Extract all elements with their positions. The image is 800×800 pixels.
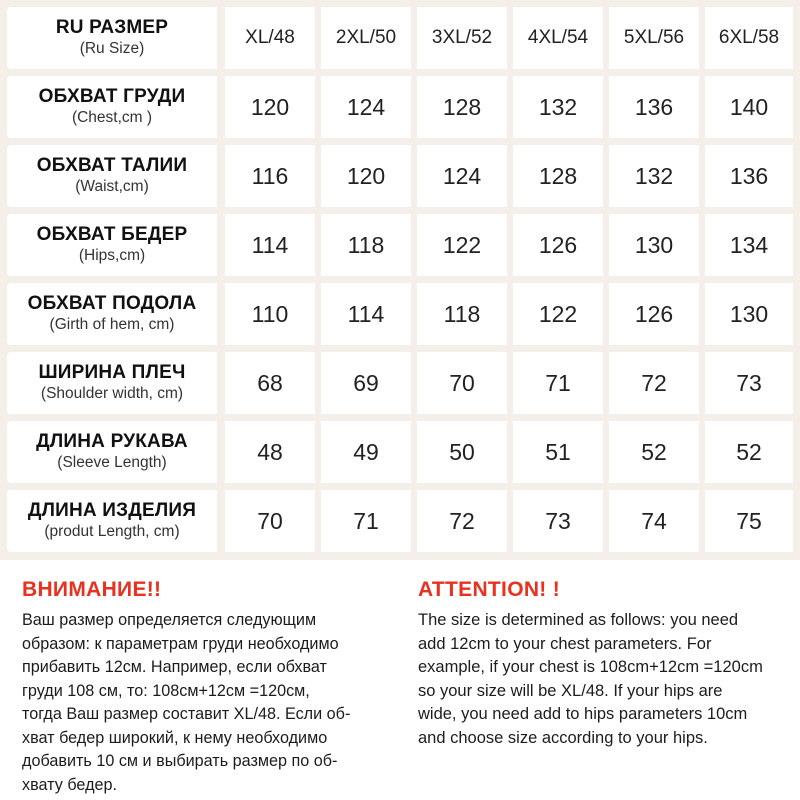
row-label-ru: ОБХВАТ БЕДЕР xyxy=(36,224,188,245)
table-row xyxy=(0,283,800,345)
value-cell xyxy=(513,490,603,552)
value-cell xyxy=(609,214,699,276)
value-cell xyxy=(609,352,699,414)
header-size-cell xyxy=(417,7,507,69)
cell-value: 68 xyxy=(257,369,283,396)
cell-value: 114 xyxy=(251,231,289,258)
cell-value: 70 xyxy=(449,369,475,396)
header-size: 2XL/50 xyxy=(335,27,397,48)
header-size-cell xyxy=(513,7,603,69)
header-size: 4XL/54 xyxy=(527,27,589,48)
value-cell xyxy=(321,214,411,276)
row-label-cell xyxy=(7,145,217,207)
cell-value: 120 xyxy=(250,93,290,120)
row-label-en: (Chest,cm ) xyxy=(71,109,153,126)
value-cell xyxy=(321,352,411,414)
attention-en-block xyxy=(408,560,800,800)
row-label-en: (Waist,cm) xyxy=(75,178,149,195)
cell-value: 48 xyxy=(257,438,283,465)
attention-ru-title: ВНИМАНИЕ!! xyxy=(22,578,162,601)
value-cell xyxy=(417,214,507,276)
value-cell xyxy=(321,145,411,207)
header-size: 3XL/52 xyxy=(431,27,493,48)
cell-value: 132 xyxy=(634,162,674,189)
value-cell xyxy=(513,145,603,207)
header-size: XL/48 xyxy=(245,27,295,48)
cell-value: 124 xyxy=(346,93,386,120)
cell-value: 122 xyxy=(442,231,482,258)
cell-value: 52 xyxy=(641,438,667,465)
row-label-ru: ОБХВАТ ПОДОЛА xyxy=(27,293,197,314)
value-cell xyxy=(513,283,603,345)
cell-value: 122 xyxy=(538,300,578,327)
cell-value: 71 xyxy=(545,369,571,396)
value-cell xyxy=(225,283,315,345)
value-cell xyxy=(321,490,411,552)
value-cell xyxy=(417,76,507,138)
row-label-cell xyxy=(7,352,217,414)
cell-value: 128 xyxy=(442,93,482,120)
value-cell xyxy=(705,490,793,552)
value-cell xyxy=(609,283,699,345)
header-label-en: (Ru Size) xyxy=(79,40,145,57)
value-cell xyxy=(609,76,699,138)
value-cell xyxy=(705,145,793,207)
cell-value: 49 xyxy=(353,438,379,465)
attention-en-title: ATTENTION! ! xyxy=(418,578,561,601)
table-row xyxy=(0,421,800,483)
cell-value: 130 xyxy=(729,300,769,327)
row-label-en: (Hips,cm) xyxy=(78,247,146,264)
value-cell xyxy=(225,145,315,207)
table-row xyxy=(0,76,800,138)
value-cell xyxy=(609,421,699,483)
value-cell xyxy=(705,214,793,276)
value-cell xyxy=(225,214,315,276)
row-label-en: (produt Length, cm) xyxy=(44,523,180,540)
value-cell xyxy=(321,283,411,345)
header-size-cell xyxy=(225,7,315,69)
header-label-cell xyxy=(7,7,217,69)
value-cell xyxy=(321,421,411,483)
table-row xyxy=(0,214,800,276)
value-cell xyxy=(417,145,507,207)
value-cell xyxy=(417,352,507,414)
cell-value: 124 xyxy=(442,162,482,189)
row-label-cell xyxy=(7,76,217,138)
attention-ru-block xyxy=(0,560,408,800)
cell-value: 74 xyxy=(641,507,667,534)
cell-value: 134 xyxy=(729,231,769,258)
table-row xyxy=(0,490,800,552)
value-cell xyxy=(705,76,793,138)
cell-value: 118 xyxy=(443,300,481,327)
cell-value: 136 xyxy=(729,162,769,189)
cell-value: 118 xyxy=(347,231,385,258)
cell-value: 114 xyxy=(347,300,385,327)
cell-value: 126 xyxy=(634,300,674,327)
header-size: 6XL/58 xyxy=(718,27,780,48)
value-cell xyxy=(609,490,699,552)
row-label-cell xyxy=(7,283,217,345)
header-size-cell xyxy=(609,7,699,69)
row-label-en: (Sleeve Length) xyxy=(57,454,167,471)
value-cell xyxy=(705,283,793,345)
row-label-ru: ОБХВАТ ТАЛИИ xyxy=(36,155,188,176)
header-size-cell xyxy=(705,7,793,69)
value-cell xyxy=(321,76,411,138)
value-cell xyxy=(513,352,603,414)
value-cell xyxy=(705,421,793,483)
cell-value: 126 xyxy=(538,231,578,258)
row-label-cell xyxy=(7,490,217,552)
table-header-row xyxy=(0,7,800,69)
cell-value: 72 xyxy=(641,369,667,396)
value-cell xyxy=(225,421,315,483)
value-cell xyxy=(225,352,315,414)
cell-value: 120 xyxy=(346,162,386,189)
cell-value: 75 xyxy=(736,507,762,534)
table-row xyxy=(0,352,800,414)
cell-value: 116 xyxy=(251,162,289,189)
attention-en-text: The size is determined as follows: you need add 12cm to your chest parameters. For example, if your chest is 108cm+12cm =120cm so your size will be XL/48. If your hips are wide, you need add to hips parameters 10cm and choose size according to your hips. xyxy=(418,611,763,747)
row-label-cell xyxy=(7,214,217,276)
value-cell xyxy=(417,421,507,483)
row-label-ru: ДЛИНА ИЗДЕЛИЯ xyxy=(27,500,197,521)
table-row xyxy=(0,145,800,207)
cell-value: 51 xyxy=(545,438,571,465)
cell-value: 52 xyxy=(736,438,762,465)
header-label-ru: RU РАЗМЕР xyxy=(55,17,169,38)
value-cell xyxy=(513,421,603,483)
cell-value: 128 xyxy=(538,162,578,189)
cell-value: 50 xyxy=(449,438,475,465)
header-size: 5XL/56 xyxy=(623,27,685,48)
cell-value: 132 xyxy=(538,93,578,120)
cell-value: 70 xyxy=(257,507,283,534)
header-size-cell xyxy=(321,7,411,69)
cell-value: 69 xyxy=(353,369,379,396)
row-label-en: (Shoulder width, cm) xyxy=(40,385,184,402)
row-label-ru: ДЛИНА РУКАВА xyxy=(36,431,188,452)
value-cell xyxy=(513,214,603,276)
row-label-ru: ШИРИНА ПЛЕЧ xyxy=(38,362,186,383)
row-label-en: (Girth of hem, cm) xyxy=(49,316,175,333)
cell-value: 72 xyxy=(449,507,475,534)
value-cell xyxy=(225,490,315,552)
cell-value: 136 xyxy=(634,93,674,120)
cell-value: 73 xyxy=(545,507,571,534)
attention-ru-text: Ваш размер определяется следующим образом: к параметрам груди необходимо прибавить 12см. Например, если обхват груди 108 см, то: 108см+12см =120см, тогда Ваш размер составит XL/48. Если об- хват бедер широкий, к нему необходимо добавить 10 см и выбирать размер по об- хвату бедер. xyxy=(22,611,351,794)
cell-value: 110 xyxy=(251,300,289,327)
value-cell xyxy=(609,145,699,207)
value-cell xyxy=(705,352,793,414)
row-label-cell xyxy=(7,421,217,483)
value-cell xyxy=(513,76,603,138)
value-cell xyxy=(417,490,507,552)
value-cell xyxy=(417,283,507,345)
cell-value: 140 xyxy=(729,93,769,120)
cell-value: 130 xyxy=(634,231,674,258)
row-label-ru: ОБХВАТ ГРУДИ xyxy=(38,86,186,107)
value-cell xyxy=(225,76,315,138)
cell-value: 71 xyxy=(353,507,379,534)
cell-value: 73 xyxy=(736,369,762,396)
